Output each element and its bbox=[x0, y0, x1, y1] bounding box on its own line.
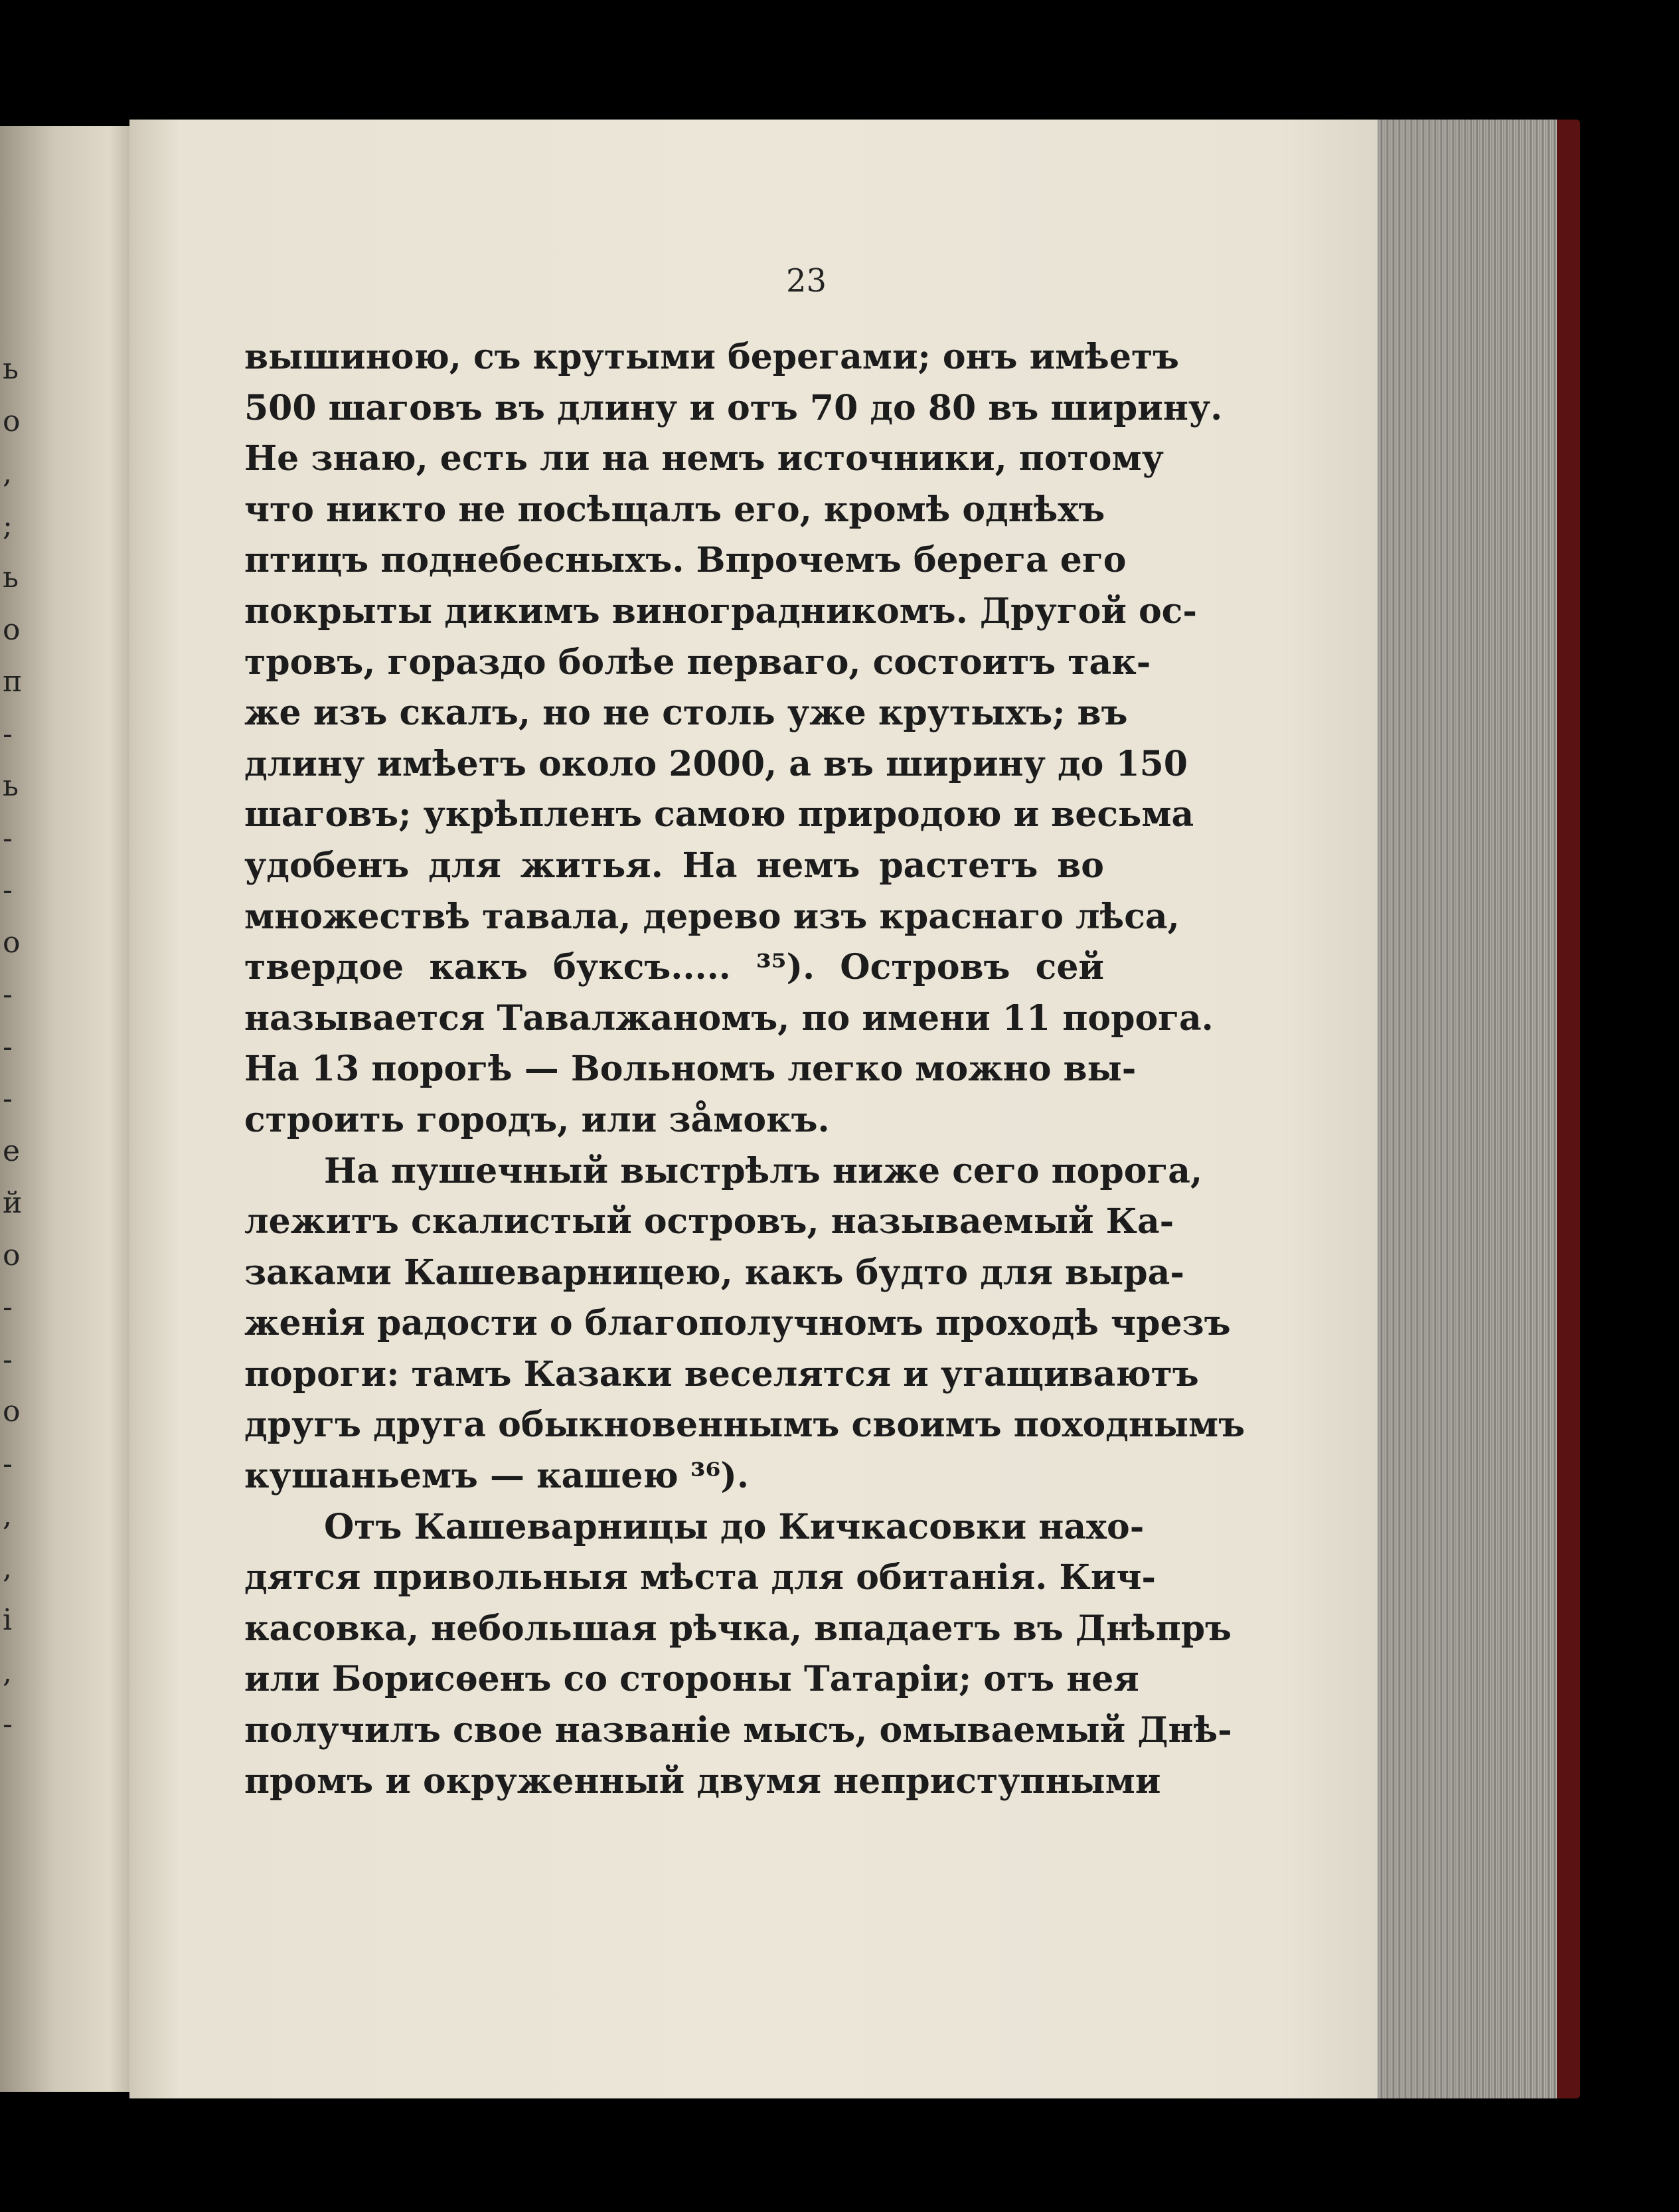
text-line: вышиною, съ крутыми берегами; онъ имѣетъ bbox=[244, 337, 1180, 377]
left-margin-char: о bbox=[3, 404, 21, 438]
left-margin-char: , bbox=[3, 1499, 12, 1533]
left-margin-char: - bbox=[3, 1029, 13, 1064]
text-line: получилъ свое названіе мысъ, омываемый Днѣ- bbox=[244, 1710, 1232, 1751]
left-margin-char: - bbox=[3, 1342, 13, 1377]
left-margin-char: - bbox=[3, 1082, 13, 1116]
text-line: 500 шаговъ въ длину и отъ 70 до 80 въ ширину. bbox=[244, 387, 1223, 428]
left-margin-char: е bbox=[3, 1134, 21, 1168]
page-number: 23 bbox=[785, 262, 827, 299]
text-line: заками Кашеварницею, какъ будто для выра- bbox=[244, 1252, 1184, 1293]
left-margin-char: - bbox=[3, 873, 13, 907]
left-margin-char: - bbox=[3, 1707, 13, 1741]
text-line: шаговъ; укрѣпленъ самою природою и весьма bbox=[244, 794, 1194, 835]
text-line: птицъ поднебесныхъ. Впрочемъ берега его bbox=[244, 540, 1127, 581]
text-line: женія радости о благополучномъ проходѣ чрезъ bbox=[244, 1303, 1231, 1344]
text-line: или Борисѳенъ со стороны Татаріи; отъ нея bbox=[244, 1659, 1139, 1700]
left-margin-char: ь bbox=[3, 352, 19, 386]
text-line: пороги: тамъ Казаки веселятся и угащиваютъ bbox=[244, 1353, 1199, 1395]
text-line: удобенъ для житья. На немъ растетъ во bbox=[244, 845, 1104, 886]
text-line: другъ друга обыкновеннымъ своимъ походнымъ bbox=[244, 1404, 1245, 1446]
left-margin-char: - bbox=[3, 1446, 13, 1481]
text-line: тровъ, гораздо болѣе перваго, состоитъ так- bbox=[244, 641, 1151, 683]
text-line: множествѣ тавала, дерево изъ краснаго лѣса, bbox=[244, 896, 1180, 937]
text-line: покрыты дикимъ виноградникомъ. Другой ос- bbox=[244, 590, 1197, 632]
text-line: лежитъ скалистый островъ, называемый Ка- bbox=[244, 1201, 1174, 1242]
text-line: что никто не посѣщалъ его, кромѣ однѣхъ bbox=[244, 489, 1105, 530]
left-margin-char: , bbox=[3, 1551, 12, 1585]
left-margin-char: о bbox=[3, 925, 21, 960]
left-margin-char: ; bbox=[3, 508, 13, 543]
left-margin-char: - bbox=[3, 717, 13, 751]
text-line: промъ и окруженный двумя неприступными bbox=[244, 1760, 1161, 1802]
text-line: Отъ Кашеварницы до Кичкасовки нахо- bbox=[324, 1506, 1145, 1547]
text-line: Не знаю, есть ли на немъ источники, потому bbox=[244, 438, 1164, 479]
left-page-margin-text bbox=[0, 126, 27, 2092]
left-margin-char: , bbox=[3, 1655, 12, 1689]
page-edges bbox=[1378, 120, 1557, 2098]
text-line: На 13 порогѣ — Вольномъ легко можно вы- bbox=[244, 1049, 1137, 1090]
left-margin-char: п bbox=[3, 665, 23, 699]
left-margin-char: о bbox=[3, 1395, 21, 1428]
text-line: строить городъ, или зåмокъ. bbox=[244, 1099, 830, 1140]
text-line: дятся привольныя мѣста для обитанія. Кич- bbox=[244, 1557, 1156, 1598]
left-margin-char: - bbox=[3, 821, 13, 855]
body-text bbox=[244, 332, 1245, 1807]
text-line: кушаньемъ — кашею ³⁶). bbox=[244, 1456, 750, 1497]
text-line: касовка, небольшая рѣчка, впадаетъ въ Днѣпръ bbox=[244, 1608, 1232, 1649]
left-margin-char: ь bbox=[3, 560, 19, 594]
text-line: же изъ скалъ, но не столь уже крутыхъ; въ bbox=[244, 693, 1128, 734]
left-margin-char: , bbox=[3, 456, 12, 490]
left-margin-char: о bbox=[3, 612, 21, 647]
left-margin-char: о bbox=[3, 1238, 21, 1272]
text-line: На пушечный выстрѣлъ ниже сего порога, bbox=[324, 1150, 1203, 1191]
text-line: называется Тавалжаномъ, по имени 11 порога. bbox=[244, 997, 1214, 1039]
text-line: твердое какъ буксъ..... ³⁵). Островъ сей bbox=[244, 947, 1104, 988]
text-line: длину имѣетъ около 2000, а въ ширину до 150 bbox=[244, 743, 1188, 784]
left-margin-char: - bbox=[3, 978, 13, 1011]
left-margin-char: й bbox=[3, 1186, 23, 1220]
left-margin-char: і bbox=[3, 1603, 13, 1637]
left-margin-char: ь bbox=[3, 769, 19, 803]
left-margin-char: - bbox=[3, 1290, 13, 1324]
